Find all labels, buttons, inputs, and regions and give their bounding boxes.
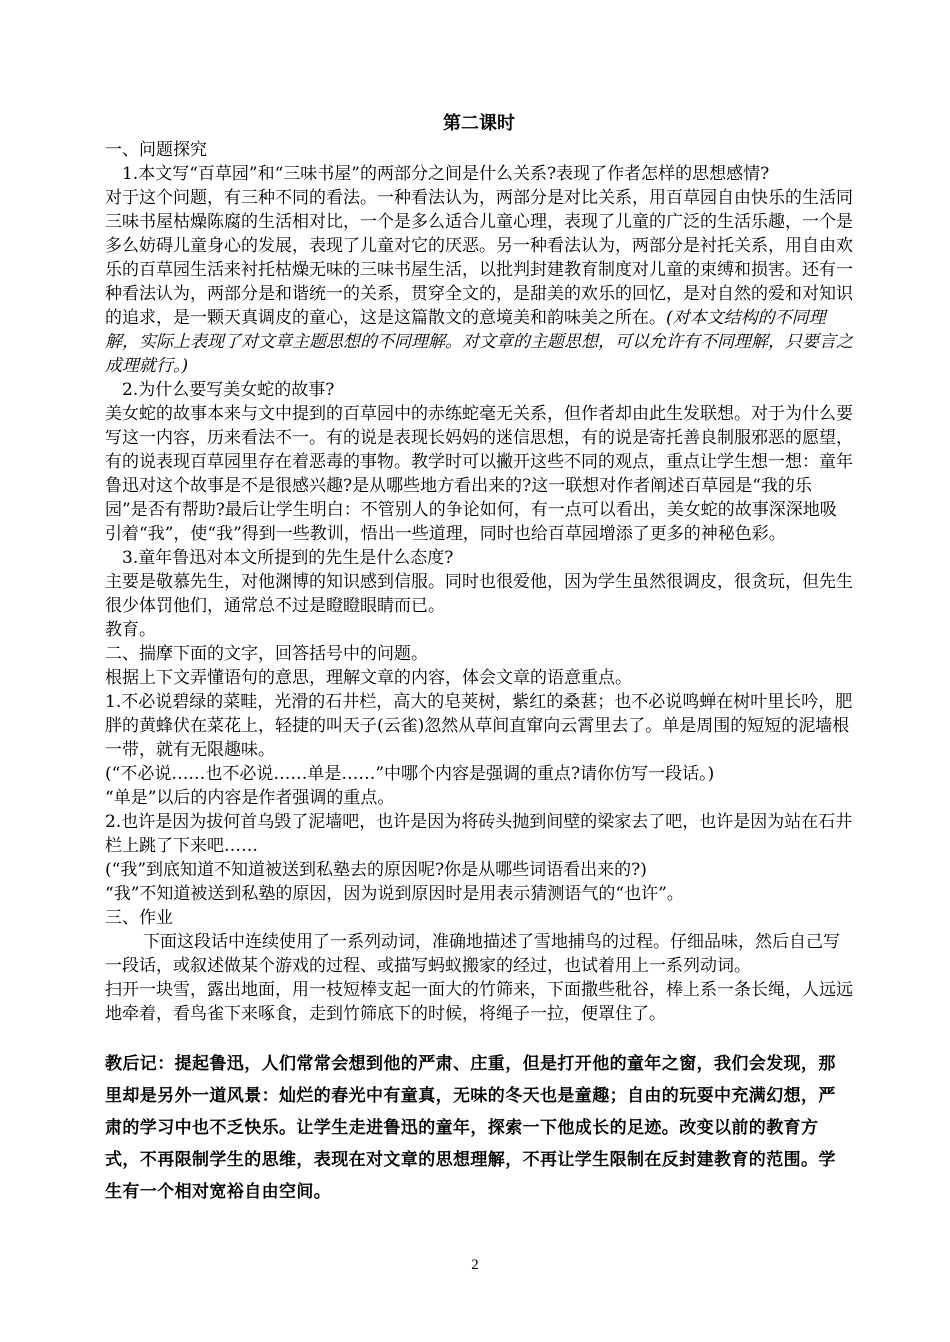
sentence-1: 1.不必说碧绿的菜畦，光滑的石井栏，高大的皂荚树，紫红的桑葚；也不必说鸣蝉在树叶里长吟，肥胖的黄蜂伏在菜花上，轻捷的叫天子(云雀)忽然从草间直窜向云霄里去了。单是周围的短短的泥墙根一带，就有无限趣味。	[105, 692, 853, 760]
answer-1-text: 对于这个问题，有三种不同的看法。一种看法认为，两部分是对比关系，用百草园自由快乐的生活同三味书屋枯燥陈腐的生活相对比，一个是多么适合儿童心理，表现了儿童的广泛的生活乐趣，一个是多么妨碍儿童身心的发展，表现了儿童对它的厌恶。另一种看法认为，两部分是衬托关系，用自由欢乐的百草园生活来衬托枯燥无味的三味书屋生活，以批判封建教育制度对儿童的束缚和损害。还有一种看法认为，两部分是和谐统一的关系，贯穿全文的，是甜美的欢乐的回忆，是对自然的爱和对知识的追求，是一颗天真调皮的童心，这是这篇散文的意境美和韵味美之所在。	[105, 188, 853, 328]
homework-task: 下面这段话中连续使用了一系列动词，准确地描述了雪地捕鸟的过程。仔细品味，然后自己写一段话，或叙述做某个游戏的过程、或描写蚂蚁搬家的经过，也试着用上一系列动词。	[105, 932, 840, 976]
sentence-1-question: (“不必说……也不必说……单是……”中哪个内容是强调的重点?请你仿写一段话。)	[105, 764, 715, 784]
question-1: 1.本文写“百草园”和“三味书屋”的两部分之间是什么关系?表现了作者怎样的思想感情?	[122, 164, 770, 184]
section-heading-1: 一、问题探究	[105, 140, 207, 160]
section-heading-2: 二、揣摩下面的文字，回答括号中的问题。	[105, 644, 428, 664]
page-number: 2	[471, 1257, 479, 1273]
sentence-2-answer: “我”不知道被送到私塾的原因，因为说到原因时是用表示猜测语气的“也许”。	[105, 884, 684, 904]
answer-1-note: (对本文结构的不同理解，实际上表现了对文章主题思想的不同理解。对文章的主题思想，可以允许有不同理解，只要言之成理就行。)	[105, 308, 853, 376]
homework-passage: 扫开一块雪，露出地面，用一枝短棒支起一面大的竹筛来，下面撒些秕谷，棒上系一条长绳，人远远地牵着，看鸟雀下来啄食，走到竹筛底下的时候，将绳子一拉，便罩住了。	[105, 980, 853, 1024]
page-title: 第二课时	[443, 113, 515, 134]
answer-3-tail: 教育。	[105, 620, 156, 640]
answer-1	[105, 186, 853, 378]
answer-3: 主要是敬慕先生，对他渊博的知识感到信服。同时也很爱他，因为学生虽然很调皮，很贪玩，但先生很少体罚他们，通常总不过是瞪瞪眼睛而已。	[105, 572, 853, 616]
sentence-2-question: (“我”到底知道不知道被送到私塾去的原因呢?你是从哪些词语看出来的?)	[105, 860, 647, 880]
section-2-intro: 根据上下文弄懂语句的意思，理解文章的内容，体会文章的语意重点。	[105, 668, 632, 688]
sentence-1-answer: “单是”以后的内容是作者强调的重点。	[105, 788, 395, 808]
sentence-2: 2.也许是因为拔何首乌毁了泥墙吧，也许是因为将砖头抛到间壁的梁家去了吧，也许是因为站在石井栏上跳了下来吧……	[105, 812, 853, 856]
question-3: 3.童年鲁迅对本文所提到的先生是什么态度?	[122, 548, 454, 568]
answer-2: 美女蛇的故事本来与文中提到的百草园中的赤练蛇毫无关系，但作者却由此生发联想。对于为什么要写这一内容，历来看法不一。有的说是表现长妈妈的迷信思想，有的说是寄托善良制服邪恶的愿望，有的说表现百草园里存在着恶毒的事物。教学时可以撇开这些不同的观点，重点让学生想一想：童年鲁迅对这个故事是不是很感兴趣?是从哪些地方看出来的?这一联想对作者阐述百草园是“我的乐园”是否有帮助?最后让学生明白：不管别人的争论如何，有一点可以看出，美女蛇的故事深深地吸引着“我”，使“我”得到一些教训，悟出一些道理，同时也给百草园增添了更多的神秘色彩。	[105, 404, 853, 544]
document-page	[105, 112, 853, 1208]
question-2: 2.为什么要写美女蛇的故事?	[122, 380, 335, 400]
afterword: 教后记：提起鲁迅，人们常常会想到他的严肃、庄重，但是打开他的童年之窗，我们会发现，那里却是另外一道风景：灿烂的春光中有童真，无味的冬天也是童趣；自由的玩耍中充满幻想，严肃的学习中也不乏快乐。让学生走进鲁迅的童年，探索一下他成长的足迹。改变以前的教育方式，不再限制学生的思维，表现在对文章的思想理解，不再让学生限制在反封建教育的范围。学生有一个相对宽裕自由空间。	[105, 1054, 836, 1202]
section-heading-3: 三、作业	[105, 908, 173, 928]
